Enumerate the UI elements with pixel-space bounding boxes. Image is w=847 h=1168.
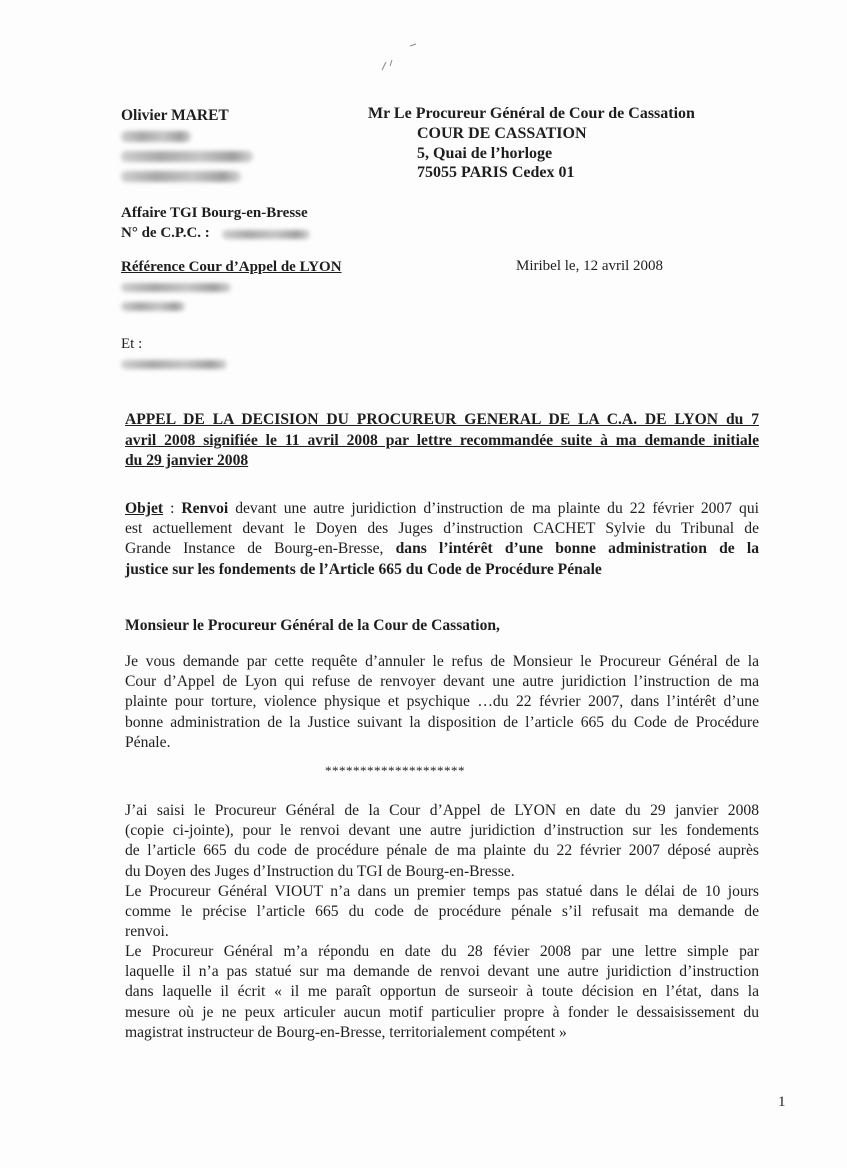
body-line: Pénale. [125, 733, 171, 751]
body-line: Cour d’Appel de Lyon qui refuse de renvoyer devant une autre juridiction l’instruction de ma [125, 673, 759, 691]
scan-speck [370, 40, 430, 80]
redacted-cpc-number [222, 230, 310, 239]
saisine-paragraph [125, 801, 759, 882]
body-line: de l’article 665 du code de procédure pénale de ma plainte du 22 février 2007 déposé auprès [125, 842, 759, 860]
objet-line: justice sur les fondements de l’Article 665 du Code de Procédure Pénale [125, 560, 602, 578]
objet-label: Objet [125, 500, 164, 517]
appeal-title [125, 410, 759, 472]
body-line: Le Procureur Général VIOUT n’a dans un premier temps pas statué dans le délai de 10 jours [125, 883, 759, 900]
body-line: laquelle il n’a pas statué sur ma demande de renvoi devant une autre juridiction d’instruction [125, 963, 759, 981]
body-line: Le Procureur Général m’a répondu en date du 28 févier 2008 par une lettre simple par [125, 943, 759, 960]
reference-label: Référence Cour d’Appel de LYON [121, 259, 342, 275]
redacted-et [121, 360, 227, 369]
body-line: J’ai saisi le Procureur Général de la Cour d’Appel de LYON en date du 29 janvier 2008 [125, 802, 759, 819]
title-line: avril 2008 signifiée le 11 avril 2008 par lettre recommandée suite à ma demande initiale [125, 431, 759, 449]
body-line: bonne administration de la Justice suivant la disposition de l’article 665 du Code de Procédure [125, 713, 759, 731]
salutation: Monsieur le Procureur Général de la Cour de Cassation, [125, 617, 500, 634]
objet-line-3-bold: dans l’intérêt d’une bonne administration de la [395, 540, 759, 558]
objet-line [125, 539, 759, 559]
redacted-address-3 [121, 171, 241, 182]
objet-colon: : [163, 500, 182, 517]
reponse-paragraph [125, 942, 759, 1043]
objet-renvoi: Renvoi [181, 500, 229, 517]
sender-name: Olivier MARET [121, 107, 229, 124]
affaire-label: Affaire TGI Bourg-en-Bresse [121, 205, 308, 221]
redacted-reference-1 [121, 283, 231, 292]
recipient-line-3: 5, Quai de l’horloge [417, 145, 553, 162]
et-label: Et : [121, 336, 143, 352]
body-line: magistrat instructeur de Bourg-en-Bresse, territorialement compétent » [125, 1023, 567, 1041]
cpc-label: N° de C.P.C. : [121, 225, 210, 241]
objet-line [125, 499, 759, 519]
delai-paragraph [125, 882, 759, 943]
recipient-line-2: COUR DE CASSATION [417, 125, 587, 142]
objet-line-1-rest: devant une autre juridiction d’instruction de ma plainte du 22 février 2007 qui [228, 500, 759, 517]
redacted-address-2 [121, 151, 253, 162]
objet-line-3-normal: Grande Instance de Bourg-en-Bresse, [125, 540, 396, 558]
body-line: (copie ci-jointe), pour le renvoi devant une autre juridiction d’instruction sur les fondements [125, 822, 759, 840]
place-date: Miribel le, 12 avril 2008 [516, 258, 664, 274]
objet-paragraph [125, 499, 759, 580]
body-line: dans laquelle il écrit « il me paraît opportun de surseoir à toute décision en l’état, dans la [125, 983, 759, 1001]
body-line: comme le précise l’article 665 du code de procédure pénale s’il refusait ma demande de [125, 903, 759, 921]
title-line: du 29 janvier 2008 [125, 452, 249, 469]
page-number: 1 [778, 1094, 786, 1110]
body-line: mesure où je ne peux articuler aucun motif particulier propre à fonder le dessaisissement du [125, 1003, 759, 1021]
body-line: Je vous demande par cette requête d’annuler le refus de Monsieur le Procureur Général de la [125, 653, 759, 670]
objet-line: est actuellement devant le Doyen des Juges d’instruction CACHET Sylvie du Tribunal de [125, 520, 759, 538]
request-paragraph [125, 652, 759, 753]
body-line: renvoi. [125, 923, 169, 941]
recipient-line-4: 75055 PARIS Cedex 01 [417, 164, 575, 181]
redacted-reference-2 [121, 302, 185, 311]
redacted-address-1 [121, 131, 191, 142]
body-line: du Doyen des Juges d’Instruction du TGI de Bourg-en-Bresse. [125, 862, 515, 880]
separator: ******************** [325, 763, 465, 778]
recipient-line-1: Mr Le Procureur Général de Cour de Cassation [368, 105, 695, 122]
title-line: APPEL DE LA DECISION DU PROCUREUR GENERAL DE LA C.A. DE LYON du 7 [125, 411, 759, 428]
body-line: plainte pour torture, violence physique et psychique …du 22 février 2007, dans l’intérêt d’une [125, 693, 759, 711]
